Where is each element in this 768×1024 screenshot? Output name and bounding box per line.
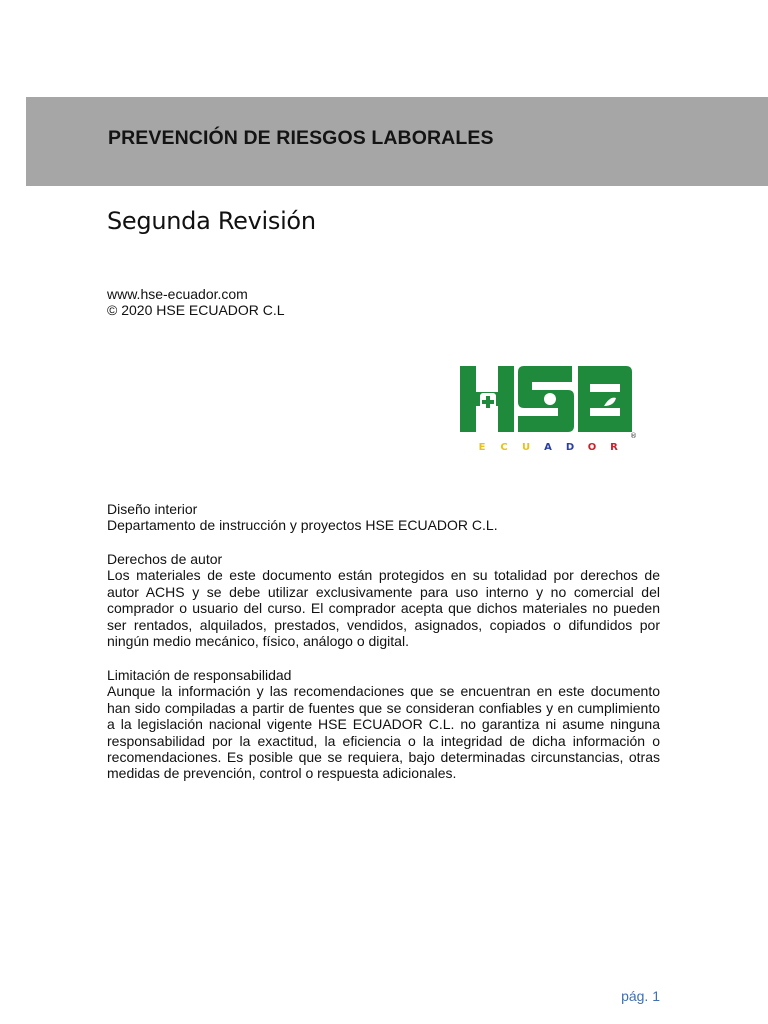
logo-letter-r: R (610, 442, 618, 453)
website-text: www.hse-ecuador.com (107, 286, 248, 302)
copyright-text: © 2020 HSE ECUADOR C.L (107, 302, 285, 318)
section-heading: Limitación de responsabilidad (107, 667, 292, 683)
header-title: PREVENCIÓN DE RIESGOS LABORALES (108, 127, 494, 149)
section-body: Aunque la información y las recomendaciones que se encuentran en este documento han sido compiladas a partir de fuentes que se consideran confiables y en cumplimiento a la legislación nacional vigente HSE ECUADOR C.L. no garantiza ni asume ninguna responsabilidad por la exactitud, la eficiencia o la integridad de dicha información o recomendaciones. Es posible que se requiera, bajo determinadas circunstancias, otras medidas de prevención, control o respuesta adicionales. (107, 683, 660, 782)
section-liability (107, 667, 660, 782)
logo-letter-e: E (478, 442, 486, 453)
logo-letter-a: A (544, 442, 552, 453)
section-heading: Derechos de autor (107, 551, 223, 567)
section-copyright (107, 551, 660, 649)
page-number: pág. 1 (621, 988, 660, 1004)
logo-letter-c: C (500, 442, 508, 453)
section-design (107, 501, 660, 534)
section-heading: Diseño interior (107, 501, 198, 517)
document-meta (107, 286, 285, 318)
section-body: Departamento de instrucción y proyectos HSE ECUADOR C.L. (107, 517, 498, 534)
section-body: Los materiales de este documento están protegidos en su totalidad por derechos de autor ACHS y se debe utilizar exclusivamente para uso interno y no comercial del comprador o usuario del curso. El comprador acepta que dichos materiales no pueden ser rentados, alquilados, prestados, vendidos, asignados, copiados o difundidos por ningún medio mecánico, físico, análogo o digital. (107, 567, 660, 650)
ecuador-lettering (479, 442, 619, 453)
logo-letter-o: O (587, 442, 597, 453)
registered-mark: ® (630, 432, 637, 440)
helmet-emblem (544, 393, 556, 405)
logo-letter-u: U (521, 442, 531, 453)
document-title: Segunda Revisión (107, 207, 316, 235)
header-band (26, 97, 768, 186)
logo-letter-d: D (565, 442, 575, 453)
hse-ecuador-logo (452, 362, 642, 458)
